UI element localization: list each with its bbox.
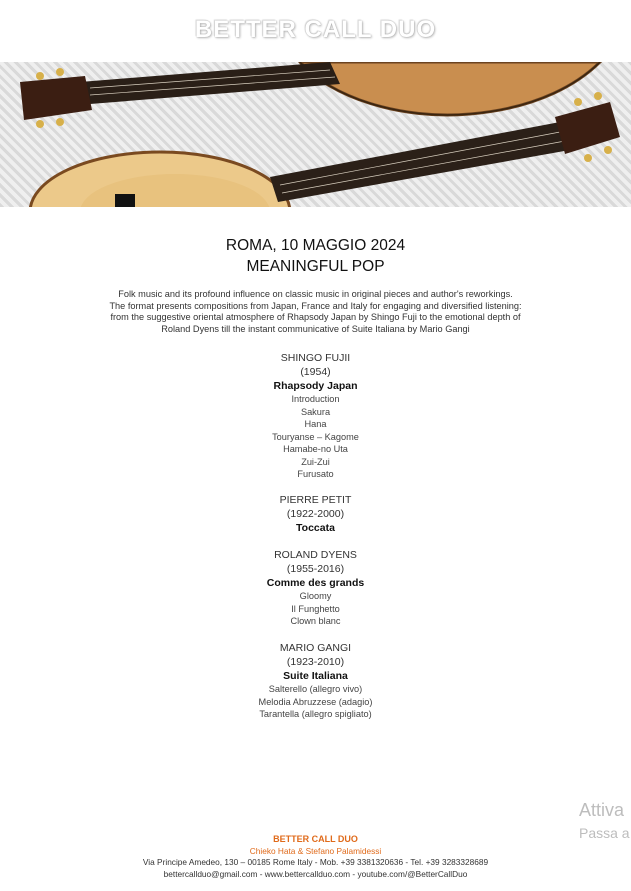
guitars-photo	[0, 62, 631, 207]
composer-years: (1954)	[300, 366, 331, 378]
event-intro	[100, 289, 531, 335]
movement-item: Furusato	[297, 469, 334, 479]
movement-item: Hamabe-no Uta	[283, 444, 348, 454]
intro-line: Roland Dyens till the instant communicative of Suite Italiana by Mario Gangi	[161, 323, 470, 334]
movement-item: Hana	[304, 419, 327, 429]
work-title: Toccata	[296, 522, 335, 534]
work-title: Rhapsody Japan	[273, 380, 358, 392]
work-title: Comme des grands	[266, 577, 365, 589]
composer-years: (1955-2016)	[286, 563, 345, 575]
footer-brand: BETTER CALL DUO	[273, 834, 358, 844]
activation-watermark-line1: Attiva	[579, 800, 625, 820]
footer-members: Chieko Hata & Stefano Palamidessi	[249, 846, 382, 856]
movement-item: Il Funghetto	[291, 603, 340, 614]
movement-item: Salterello (allegro vivo)	[268, 684, 363, 694]
work-title: Suite Italiana	[283, 670, 348, 682]
composer-years: (1923-2010)	[286, 656, 345, 668]
composer-name: MARIO GANGI	[279, 642, 352, 654]
movement-item: Melodia Abruzzese (adagio)	[258, 696, 373, 707]
movement-item: Gloomy	[299, 591, 332, 601]
movement-item: Tarantella (allegro spigliato)	[259, 709, 372, 719]
composer-years: (1922-2000)	[286, 508, 345, 520]
movement-item: Touryanse – Kagome	[272, 431, 359, 442]
event-title-name: MEANINGFUL POP	[246, 258, 385, 275]
program-item-gangi	[0, 641, 631, 721]
intro-line: Folk music and its profound influence on classic music in original pieces and author's reworkings.	[118, 289, 513, 299]
composer-name: SHINGO FUJII	[280, 352, 351, 364]
program-item-dyens	[0, 548, 631, 628]
composer-name: ROLAND DYENS	[274, 549, 357, 561]
intro-line: from the suggestive oriental atmosphere of Rhapsody Japan by Shingo Fuji to the emotional depth of	[110, 312, 521, 323]
movement-item: Clown blanc	[290, 616, 341, 626]
intro-line: The format presents compositions from Japan, France and Italy for engaging and diversified listening:	[109, 300, 522, 311]
movement-item: Sakura	[300, 406, 331, 417]
event-title-date: ROMA, 10 MAGGIO 2024	[225, 237, 406, 254]
program-item-fujii	[0, 351, 631, 481]
footer-address: Via Principe Amedeo, 130 – 00185 Rome Italy - Mob. +39 3381320636 - Tel. +39 3283328689	[142, 857, 489, 867]
movement-item: Introduction	[291, 394, 340, 404]
composer-name: PIERRE PETIT	[279, 494, 352, 506]
footer-contacts: bettercallduo@gmail.com - www.bettercallduo.com - youtube.com/@BetterCallDuo	[163, 869, 468, 879]
program-item-petit	[0, 493, 631, 535]
activation-watermark-line2: Passa a	[579, 825, 630, 841]
movement-item: Zui-Zui	[301, 456, 330, 467]
header-brand: BETTER CALL DUO	[194, 16, 437, 43]
